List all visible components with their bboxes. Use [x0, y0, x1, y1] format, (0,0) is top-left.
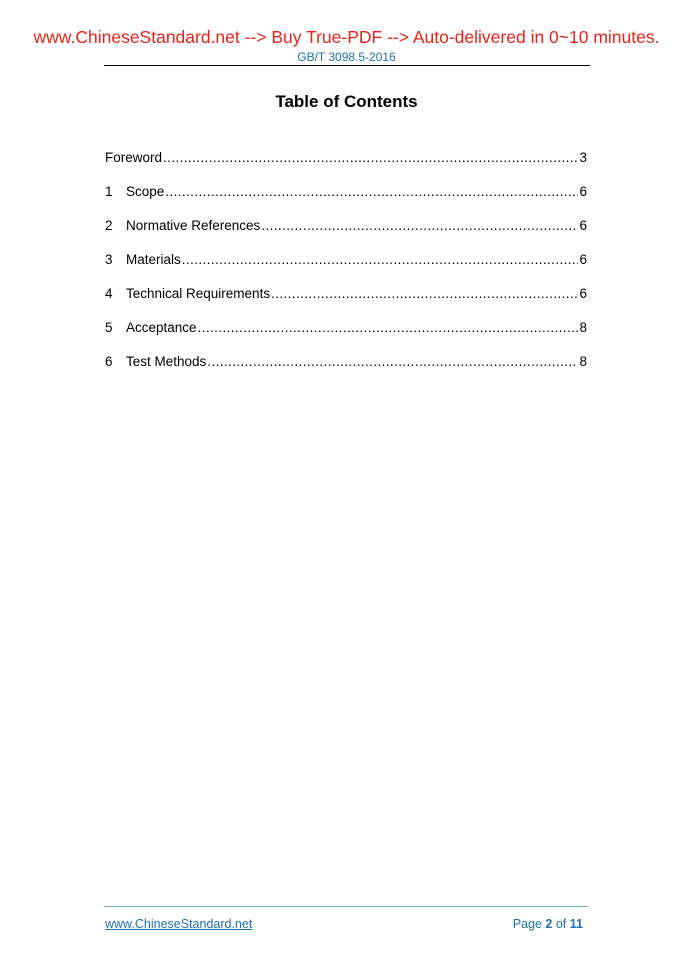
toc-entry-number: 1 [105, 184, 113, 199]
toc-entry-label: Test Methods [126, 354, 207, 369]
toc-dot-leader [182, 251, 579, 269]
toc-entry-number: 6 [105, 354, 113, 369]
toc-entry-number: 5 [105, 320, 113, 335]
footer-website-link[interactable]: www.ChineseStandard.net [105, 917, 253, 931]
toc-dot-leader [207, 353, 578, 371]
footer-page-number [513, 916, 583, 932]
toc-dot-leader [165, 183, 578, 201]
toc-entry-normative-references[interactable] [105, 217, 587, 251]
toc-entry-foreword[interactable] [105, 149, 587, 183]
toc-dot-leader [261, 217, 578, 235]
toc-entry-label: Foreword [105, 150, 163, 165]
toc-entry-label: Technical Requirements [126, 286, 271, 301]
header-banner: www.ChineseStandard.net --> Buy True-PDF --> Auto-delivered in 0~10 minutes. [33, 27, 660, 47]
toc-dot-leader [198, 319, 579, 337]
toc-dot-leader [271, 285, 578, 303]
toc-entry-technical-requirements[interactable] [105, 285, 587, 319]
toc-entry-page: 8 [579, 354, 587, 369]
toc-entry-acceptance[interactable] [105, 319, 587, 353]
toc-dot-leader [163, 149, 578, 167]
toc-entry-page: 8 [579, 320, 587, 335]
page-of: of [555, 917, 567, 931]
page-prefix: Page [512, 917, 542, 931]
toc-entry-page: 6 [579, 218, 587, 233]
table-of-contents [105, 149, 587, 387]
toc-entry-page: 3 [579, 150, 587, 165]
toc-entry-label: Acceptance [126, 320, 197, 335]
footer-divider [104, 906, 588, 907]
page-current: 2 [545, 917, 553, 931]
toc-entry-page: 6 [579, 286, 587, 301]
toc-entry-label: Scope [126, 184, 165, 199]
toc-entry-number: 2 [105, 218, 113, 233]
toc-entry-materials[interactable] [105, 251, 587, 285]
toc-entry-label: Normative References [126, 218, 261, 233]
page-total: 11 [569, 917, 583, 931]
toc-entry-page: 6 [579, 252, 587, 267]
header-divider [104, 65, 590, 66]
toc-entry-label: Materials [126, 252, 181, 267]
toc-entry-number: 4 [105, 286, 113, 301]
toc-entry-scope[interactable] [105, 183, 587, 217]
standard-code: GB/T 3098.5-2016 [297, 50, 396, 64]
toc-title: Table of Contents [275, 92, 418, 111]
toc-entry-test-methods[interactable] [105, 353, 587, 387]
toc-entry-number: 3 [105, 252, 113, 267]
toc-entry-page: 6 [579, 184, 587, 199]
